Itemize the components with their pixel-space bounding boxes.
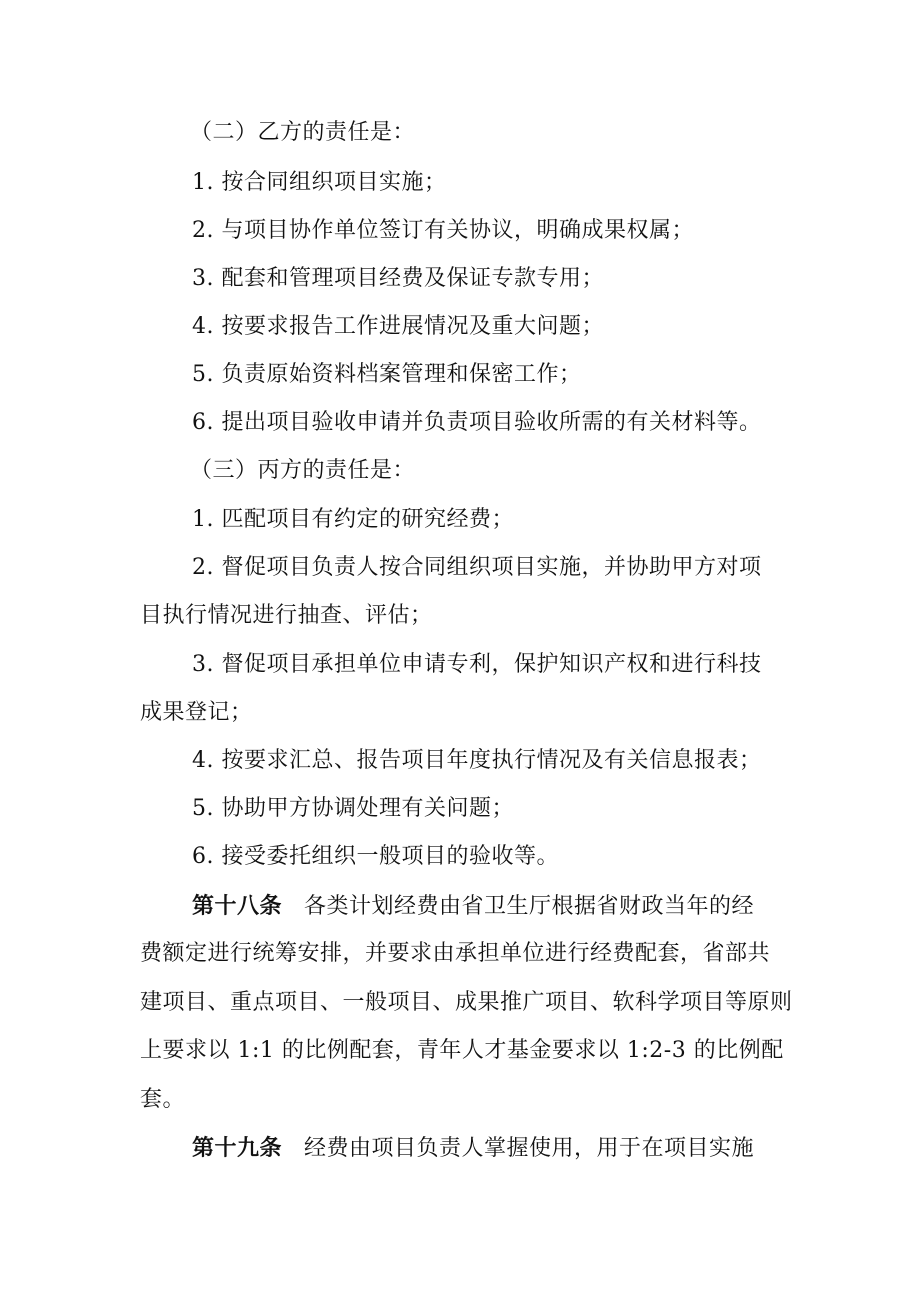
- article-19-line-1: [192, 1133, 754, 1163]
- article-19-text-1: 经费由项目负责人掌握使用，用于在项目实施: [304, 1136, 755, 1161]
- article-19-title: 第十九条: [192, 1135, 283, 1161]
- section-two-item-5: 5. 负责原始资料档案管理和保密工作；: [192, 362, 582, 387]
- section-two-item-1: 1. 按合同组织项目实施；: [192, 170, 447, 195]
- section-three-item-2-line-1: 2. 督促项目负责人按合同组织项目实施，并协助甲方对项: [192, 555, 762, 580]
- section-three-item-4: 4. 按要求汇总、报告项目年度执行情况及有关信息报表；: [192, 748, 762, 773]
- section-two-item-2: 2. 与项目协作单位签订有关协议，明确成果权属；: [192, 218, 694, 243]
- section-two-item-6: 6. 提出项目验收申请并负责项目验收所需的有关材料等。: [192, 410, 762, 435]
- section-three-item-6: 6. 接受委托组织一般项目的验收等。: [192, 844, 559, 869]
- section-three-item-3-line-2: 成果登记；: [140, 700, 253, 725]
- section-two-heading: （二）乙方的责任是：: [190, 120, 416, 145]
- article-18-line-1: [192, 891, 754, 921]
- article-18-line-3: 建项目、重点项目、一般项目、成果推广项目、软科学项目等原则: [140, 990, 793, 1015]
- section-three-item-5: 5. 协助甲方协调处理有关问题；: [192, 796, 514, 821]
- article-18-text-1: 各类计划经费由省卫生厅根据省财政当年的经: [304, 894, 755, 919]
- section-three-heading: （三）丙方的责任是：: [190, 458, 416, 483]
- article-18-line-2: 费额定进行统筹安排，并要求由承担单位进行经费配套，省部共: [140, 941, 771, 966]
- section-two-item-3: 3. 配套和管理项目经费及保证专款专用；: [192, 266, 604, 291]
- article-18-line-4: 上要求以 1:1 的比例配套，青年人才基金要求以 1:2-3 的比例配: [140, 1038, 784, 1063]
- section-three-item-3-line-1: 3. 督促项目承担单位申请专利，保护知识产权和进行科技: [192, 652, 762, 677]
- article-18-title: 第十八条: [192, 893, 283, 919]
- section-two-item-4: 4. 按要求报告工作进展情况及重大问题；: [192, 314, 604, 339]
- article-18-line-5: 套。: [140, 1087, 186, 1112]
- section-three-item-1: 1. 匹配项目有约定的研究经费；: [192, 507, 514, 532]
- section-three-item-2-line-2: 目执行情况进行抽查、评估；: [140, 603, 433, 628]
